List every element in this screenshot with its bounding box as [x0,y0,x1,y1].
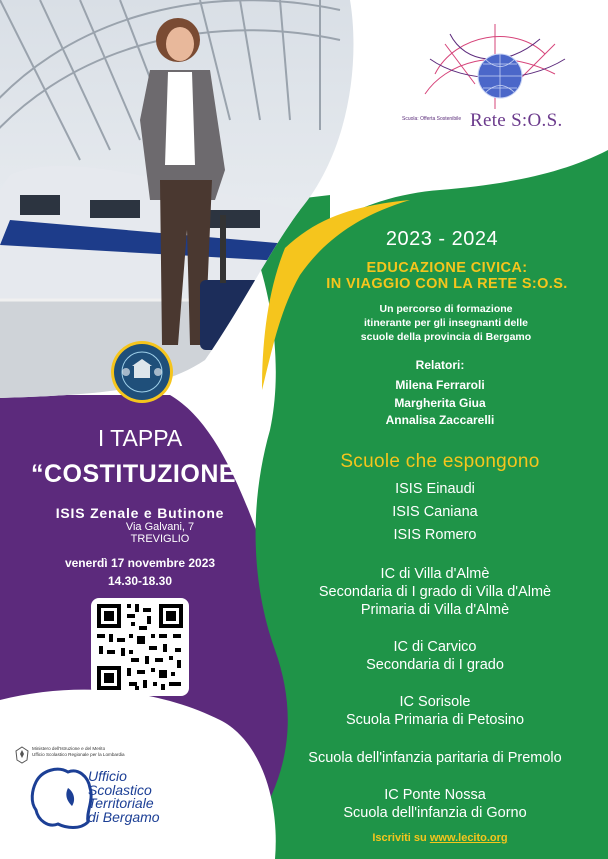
speaker-name: Annalisa Zaccarelli [385,413,495,427]
school-line: IC Ponte Nossa [384,787,486,803]
school-line: IC di Carvico [393,639,477,655]
school-line: Scuola Primaria di Petosino [345,712,525,728]
office-name [88,770,208,824]
description-line-3: scuole della provincia di Bergamo [360,331,532,343]
address-line-2: TREVIGLIO [130,533,190,545]
logo-tagline: Scuola: Offerta Sostenibile [402,116,462,122]
school-line: Secondaria di I grado [366,657,504,673]
office-name-line-3: Territoriale [88,795,154,811]
speakers-list [350,377,530,430]
stage-theme: “COSTITUZIONE” [30,460,250,488]
school-line: Primaria di Villa d'Almè [360,602,510,618]
description-line-1: Un percorso di formazione [379,303,513,315]
speaker-name: Margherita Giua [394,395,486,410]
school-line: Secondaria di I grado di Villa d'Almè [318,584,552,600]
civic-education-badge-icon [110,340,174,404]
school-line: Scuola dell'infanzia paritaria di Premolo [308,750,562,766]
stage-time: 14.30-18.30 [107,574,173,588]
ministry-line-1: Ministero dell'Istruzione e del Merito [32,746,106,751]
stage-number: I TAPPA [97,425,183,451]
ministry-text [32,746,202,757]
stage-venue: ISIS Zenale e Butinone [55,505,225,521]
qr-code-frame [91,598,189,696]
school-line: IC di Villa d'Almè [380,566,490,582]
speaker-name: Milena Ferraroli [395,378,485,392]
office-name-line-1: Ufficio [88,768,127,784]
office-name-line-4: di Bergamo [88,808,160,825]
headline-line-1: EDUCAZIONE CIVICA: [366,260,528,276]
event-headline [305,260,589,292]
stage-address [80,521,240,545]
school-line: ISIS Caniana [392,504,478,520]
event-description [320,302,572,344]
signup-link[interactable]: www.lecito.org [429,832,508,844]
signup-prefix: Iscriviti su [372,832,427,844]
school-line: ISIS Einaudi [395,481,475,497]
headline-line-2: IN VIAGGIO CON LA RETE S:O.S. [326,276,568,292]
office-name-line-2: Scolastico [88,781,152,798]
address-line-1: Via Galvani, 7 [125,521,195,533]
school-line: Scuola dell'infanzia di Gorno [343,805,527,821]
logo-name: Rete S:O.S. [470,110,563,131]
signup-line [330,832,550,844]
school-line: ISIS Romero [393,527,477,543]
school-line: IC Sorisole [399,694,471,710]
ministry-line-2: Ufficio Scolastico Regionale per la Lombardia [32,751,125,757]
description-line-2: itinerante per gli insegnanti delle [364,317,528,329]
schools-title: Scuole che espongono [340,451,540,472]
speakers-title: Relatori: [415,358,465,372]
stage-date: venerdì 17 novembre 2023 [64,556,216,570]
school-year: 2023 - 2024 [385,228,499,250]
qr-code-icon[interactable] [91,598,189,696]
